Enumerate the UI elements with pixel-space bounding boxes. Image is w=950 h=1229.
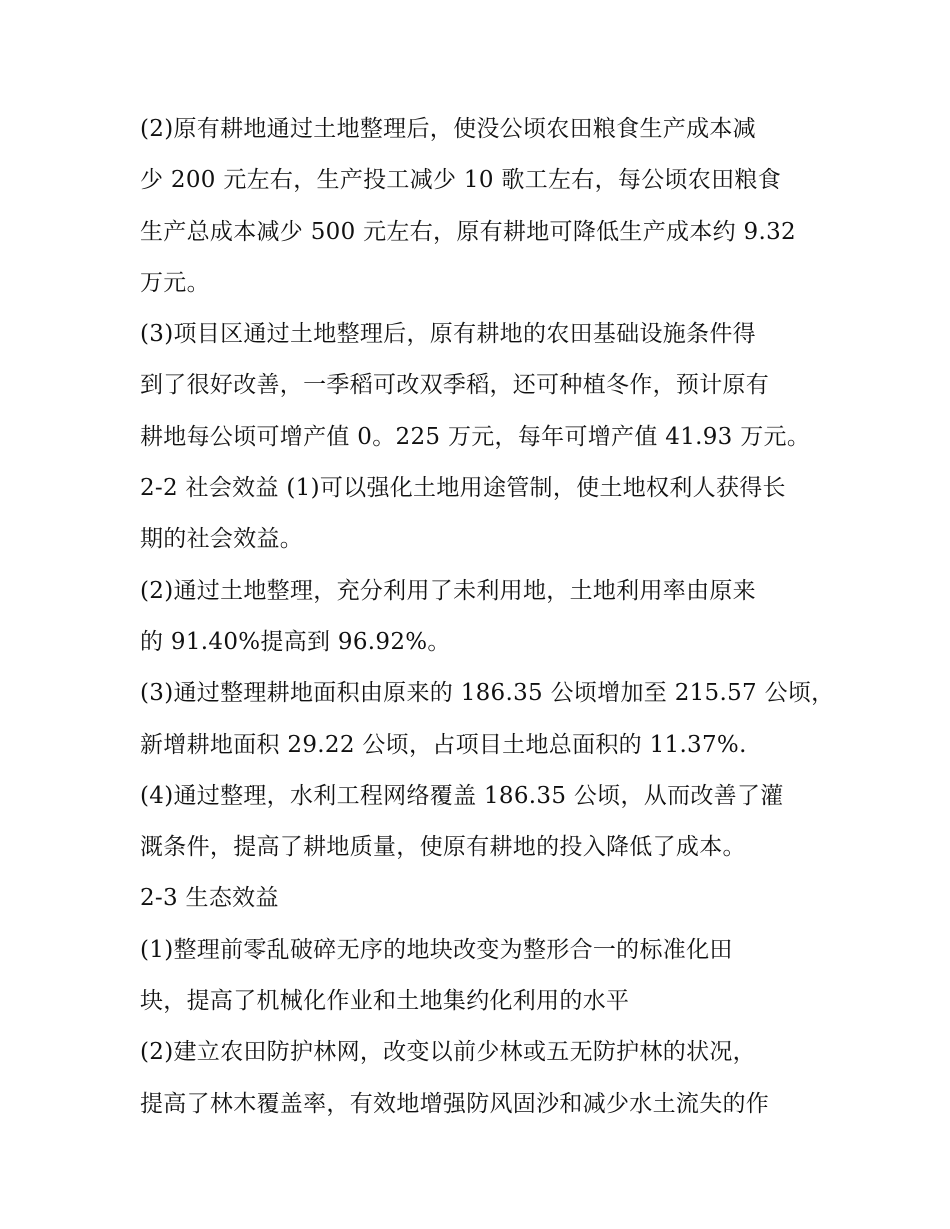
text-line: (2)原有耕地通过土地整理后，使没公顷农田粮食生产成本减 <box>140 116 756 142</box>
text-line: 提高了林木覆盖率，有效地增强防风固沙和减少水土流失的作 <box>140 1090 770 1117</box>
text-line: 溉条件，提高了耕地质量，使原有耕地的投入降低了成本。 <box>140 834 746 861</box>
text-line: 少 200 元左右，生产投工减少 10 歌工左右，每公顷农田粮食 <box>140 167 782 194</box>
text-line: (3)通过整理耕地面积由原来的 186.35 公顷增加至 215.57 公顷， <box>140 680 835 707</box>
text-line: (2)建立农田防护林网，改变以前少林或五无防护林的状况， <box>140 1039 756 1066</box>
text-line: 生产总成本减少 500 元左右，原有耕地可降低生产成本约 9.32 <box>140 218 796 245</box>
document-body <box>140 104 835 1130</box>
text-line: (3)项目区通过土地整理后，原有耕地的农田基础设施条件得 <box>140 321 756 348</box>
text-line: (4)通过整理，水利工程网络覆盖 186.35 公顷，从而改善了灌 <box>140 782 784 809</box>
text-line: 期的社会效益。 <box>140 526 304 553</box>
text-line: (2)通过土地整理，充分利用了未利用地，土地利用率由原来 <box>140 577 756 604</box>
section-heading-ecological-benefit: 2-3 生态效益 <box>140 885 279 912</box>
text-line: 新增耕地面积 29.22 公顷，占项目土地总面积的 11.37%. <box>140 731 747 758</box>
text-line: 耕地每公顷可增产值 0。225 万元，每年可增产值 41.93 万元。 <box>140 423 811 450</box>
text-line: 万元。 <box>140 269 210 296</box>
section-heading-social-benefit: 2-2 社会效益 (1)可以强化土地用途管制，使土地权利人获得长 <box>140 475 786 502</box>
text-line: 的 91.40%提高到 96.92%。 <box>140 628 451 655</box>
text-line: 到了很好改善，一季稻可改双季稻，还可种植冬作，预计原有 <box>140 372 770 399</box>
text-line: 块，提高了机械化作业和土地集约化利用的水平 <box>140 988 630 1015</box>
text-line: (1)整理前零乱破碎无序的地块改变为整形合一的标准化田 <box>140 936 733 963</box>
